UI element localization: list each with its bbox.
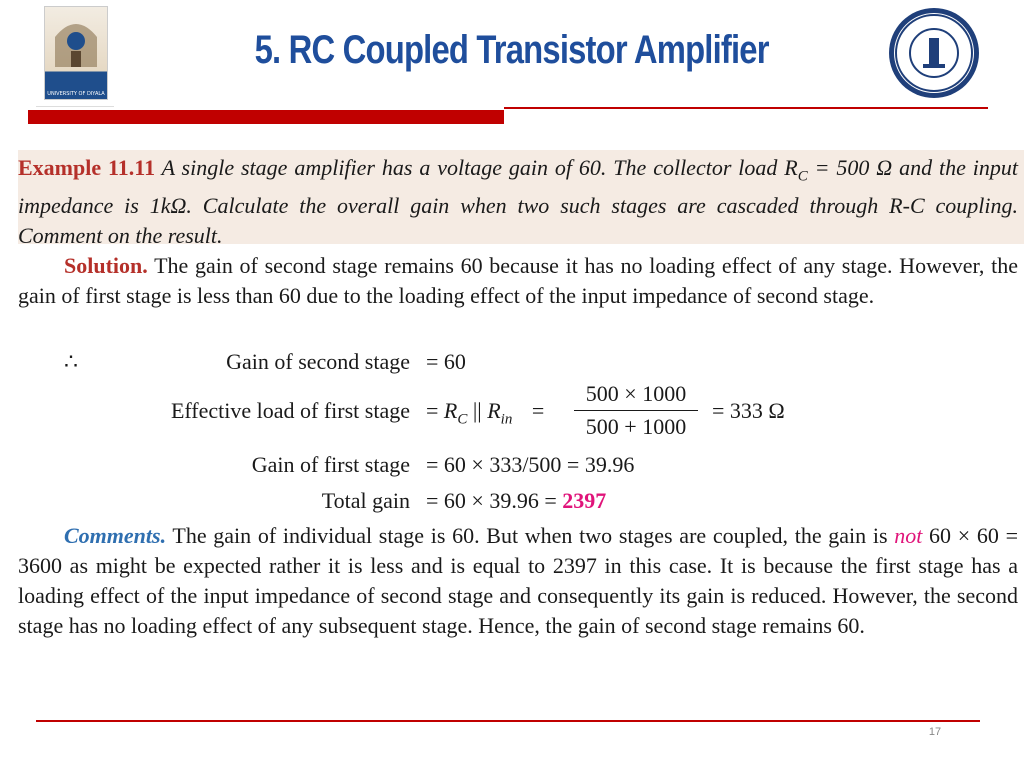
total-gain-value: 2397 [562, 488, 607, 513]
comments-text-1: The gain of individual stage is 60. But when two stages are coupled, the gain is [166, 523, 895, 548]
effective-load-r: R [443, 398, 458, 423]
example-text-2: = 500 Ω and the input impedance is 1kΩ. Calculate the overall gain when two such stages are cascaded through R-C coupling. Comment on the result. [18, 155, 1019, 249]
solution-label: Solution. [64, 253, 148, 278]
comments-label: Comments. [64, 523, 167, 548]
fraction-numerator: 500 × 1000 [585, 381, 687, 406]
effective-load-equals-2: = [531, 398, 545, 423]
total-gain-prefix: = 60 × 39.96 = [426, 488, 563, 513]
college-gear-seal-icon [887, 6, 981, 100]
gain-second-label: Gain of second stage [226, 349, 410, 374]
page-number: 17 [928, 726, 942, 738]
effective-load-expression [426, 398, 544, 432]
example-label: Example 11.11 [18, 155, 156, 180]
total-gain-expression [426, 488, 606, 514]
header-thin-line [36, 106, 114, 107]
effective-load-parallel: || [467, 398, 488, 423]
fraction-denominator: 500 + 1000 [585, 414, 687, 439]
college-logo [887, 6, 981, 100]
effective-load-rc-sub: C [457, 411, 468, 428]
solution-paragraph [18, 251, 1018, 311]
comments-paragraph [18, 521, 1018, 641]
fraction-bar [574, 410, 698, 411]
gain-second-value: = 60 [426, 349, 466, 374]
gain-first-label: Gain of first stage [251, 452, 410, 477]
header-red-line [504, 107, 988, 109]
page-title: 5. RC Coupled Transistor Amplifier [254, 28, 769, 72]
effective-load-label: Effective load of first stage [170, 398, 410, 423]
effective-load-r2: R [487, 398, 501, 423]
footer-red-line [36, 720, 980, 722]
university-logo-caption: UNIVERSITY OF DIYALA [47, 91, 105, 97]
comments-not-word: not [894, 523, 923, 548]
effective-load-result: = 333 Ω [712, 398, 785, 423]
example-rc-subscript: C [797, 168, 808, 185]
total-gain-label: Total gain [321, 488, 410, 513]
therefore-symbol: ∴ [64, 349, 78, 374]
header-red-bar [28, 110, 504, 124]
example-paragraph [18, 153, 1018, 251]
effective-load-equals: = [426, 398, 439, 423]
solution-text: The gain of second stage remains 60 because it has no loading effect of any stage. However, the gain of first stage is less than 60 due to the loading effect of the input impedance of second stage. [18, 253, 1018, 308]
comments-text-2: 60 × 60 = 3600 as might be expected rather it is less and is equal to 2397 in this case. It is because the first stage has a loading effect of the input impedance of second stage and consequently its gain is reduced. However, the second stage has no loading effect of any subsequent stage. Hence, the gain of second stage remains 60. [18, 523, 1018, 638]
effective-load-rin-sub: in [500, 411, 513, 428]
gain-first-value: = 60 × 333/500 = 39.96 [426, 452, 635, 477]
example-text-1: A single stage amplifier has a voltage gain of 60. The collector load R [155, 155, 798, 180]
